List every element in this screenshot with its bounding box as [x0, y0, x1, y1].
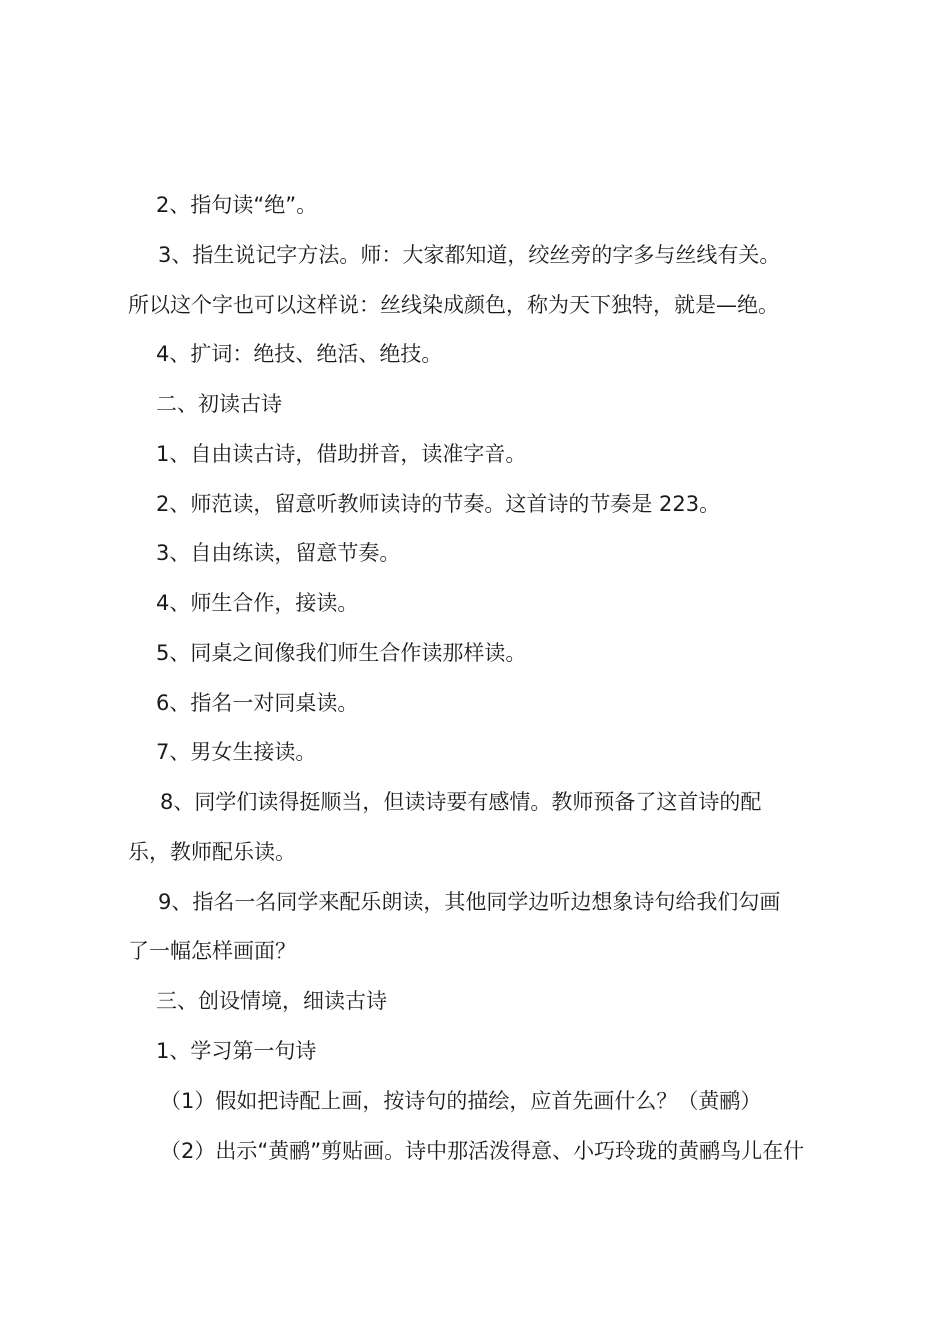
text-line-19: （1）假如把诗配上画，按诗句的描绘，应首先画什么？（黄鹂） [160, 1089, 762, 1113]
text-line-8: 3、自由练读，留意节奏。 [156, 541, 401, 565]
text-line-11: 6、指名一对同桌读。 [156, 691, 359, 715]
text-line-4: 4、扩词：绝技、绝活、绝技。 [156, 342, 443, 366]
text-line-2: 3、指生说记字方法。师：大家都知道，绞丝旁的字多与丝线有关。 [158, 243, 781, 267]
section-heading-2: 二、初读古诗 [156, 392, 282, 416]
text-line-3: 所以这个字也可以这样说：丝线染成颜色，称为天下独特，就是—绝。 [128, 293, 779, 317]
section-heading-3: 三、创设情境，细读古诗 [156, 989, 387, 1013]
text-line-18: 1、学习第一句诗 [156, 1039, 317, 1063]
text-line-15: 9、指名一名同学来配乐朗读，其他同学边听边想象诗句给我们勾画 [158, 890, 781, 914]
text-line-16: 了一幅怎样画面？ [128, 939, 296, 963]
text-line-7: 2、师范读，留意听教师读诗的节奏。这首诗的节奏是 223。 [156, 492, 721, 516]
text-line-9: 4、师生合作，接读。 [156, 591, 359, 615]
text-line-13: 8、同学们读得挺顺当，但读诗要有感情。教师预备了这首诗的配 [160, 790, 762, 814]
text-line-20: （2）出示“黄鹂”剪贴画。诗中那活泼得意、小巧玲珑的黄鹂鸟儿在什 [160, 1139, 805, 1163]
text-line-10: 5、同桌之间像我们师生合作读那样读。 [156, 641, 527, 665]
text-line-14: 乐，教师配乐读。 [128, 840, 296, 864]
text-line-1: 2、指句读“绝”。 [156, 193, 318, 217]
text-line-12: 7、男女生接读。 [156, 740, 317, 764]
text-line-6: 1、自由读古诗，借助拼音，读准字音。 [156, 442, 527, 466]
